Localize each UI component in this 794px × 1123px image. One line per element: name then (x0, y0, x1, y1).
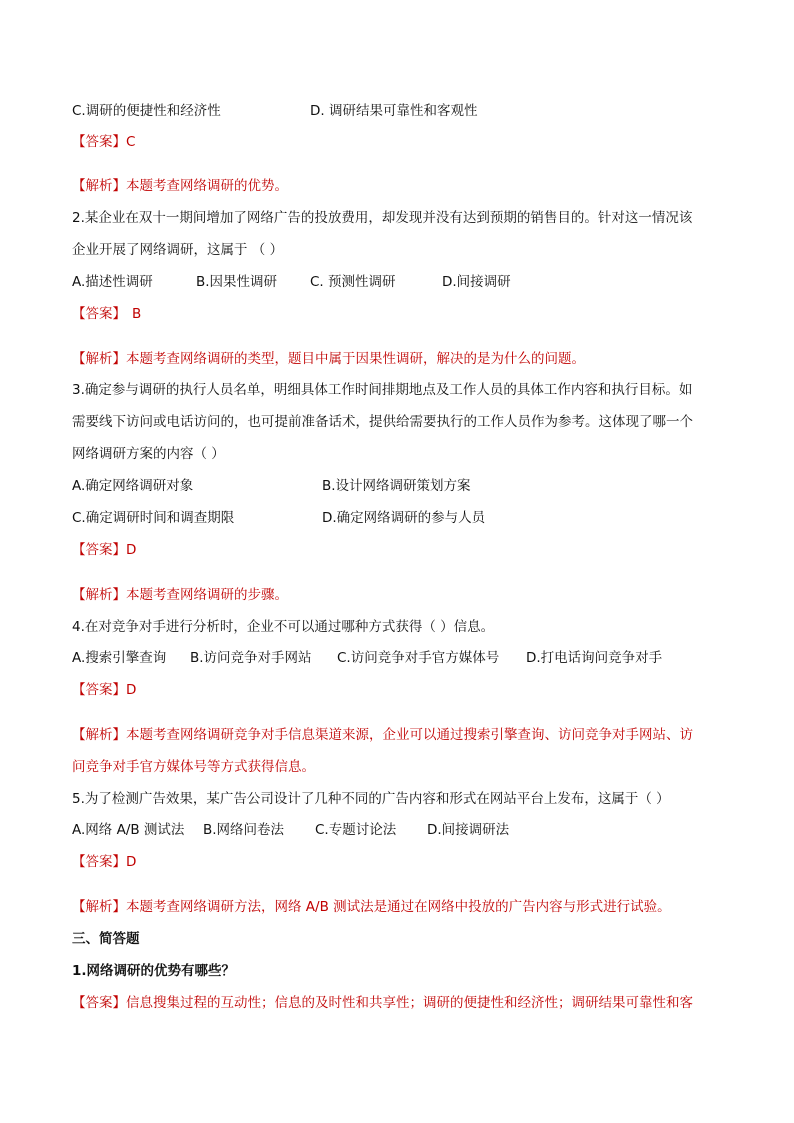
analysis-text: 本题考查网络调研的优势。 (126, 178, 288, 194)
answer-value: D (126, 682, 137, 698)
option-c: C.专题讨论法 (315, 822, 397, 838)
option-a: A.网络 A/B 测试法 (72, 822, 185, 838)
analysis-label: 【解析】 (72, 727, 126, 743)
answer-line (72, 132, 135, 152)
answer-value: D (126, 854, 137, 870)
option-a: A.搜索引擎查询 (72, 650, 167, 666)
analysis-label: 【解析】 (72, 587, 126, 603)
answer-line (72, 540, 136, 560)
question-stem: 1.网络调研的优势有哪些？ (72, 963, 236, 979)
option-d: D.间接调研 (442, 274, 511, 290)
option-c: C.调研的便捷性和经济性 (72, 103, 221, 119)
analysis-label: 【解析】 (72, 899, 126, 915)
analysis-text: 本题考查网络调研的步骤。 (126, 587, 288, 603)
question-stem: 4.在对竞争对手进行分析时，企业不可以通过哪种方式获得（ ）信息。 (72, 619, 495, 635)
analysis-line (72, 349, 585, 369)
analysis-text: 本题考查网络调研的类型，题目中属于因果性调研，解决的是为什么的问题。 (126, 351, 585, 367)
analysis-line (72, 176, 288, 196)
question-stem: 需要线下访问或电话访问的，也可提前准备话术，提供给需要执行的工作人员作为参考。这体现了哪一个 (72, 414, 693, 430)
answer-label: 【答案】 (72, 542, 126, 558)
option-c: C.访问竞争对手官方媒体号 (337, 650, 500, 666)
answer-value: B (132, 306, 142, 322)
answer-line (72, 680, 136, 700)
option-b: B.因果性调研 (196, 274, 278, 290)
section-heading: 三、简答题 (72, 931, 140, 947)
question-stem: 2.某企业在双十一期间增加了网络广告的投放费用，却发现并没有达到预期的销售目的。针对这一情况该 (72, 210, 693, 226)
option-d: D.确定网络调研的参与人员 (322, 510, 486, 526)
option-a: A.描述性调研 (72, 274, 153, 290)
analysis-text: 本题考查网络调研竞争对手信息渠道来源，企业可以通过搜索引擎查询、访问竞争对手网站、访 (126, 727, 693, 743)
option-c: C.确定调研时间和调查期限 (72, 510, 235, 526)
option-b: B.设计网络调研策划方案 (322, 478, 471, 494)
analysis-line (72, 897, 671, 917)
analysis-text: 本题考查网络调研方法，网络 A/B 测试法是通过在网络中投放的广告内容与形式进行试验。 (126, 899, 671, 915)
option-d: D.打电话询问竞争对手 (526, 650, 663, 666)
answer-label: 【答案】 (72, 306, 126, 322)
answer-value: D (126, 542, 137, 558)
option-b: B.网络问卷法 (203, 822, 285, 838)
question-stem: 网络调研方案的内容（ ） (72, 446, 225, 462)
answer-label: 【答案】 (72, 134, 126, 150)
analysis-line (72, 585, 288, 605)
answer-label: 【答案】 (72, 854, 126, 870)
option-c: C. 预测性调研 (310, 274, 396, 290)
answer-line (72, 993, 693, 1013)
analysis-label: 【解析】 (72, 351, 126, 367)
answer-text: 信息搜集过程的互动性；信息的及时性和共享性；调研的便捷性和经济性；调研结果可靠性和客 (126, 995, 693, 1011)
answer-line (72, 852, 136, 872)
analysis-label: 【解析】 (72, 178, 126, 194)
option-d: D.间接调研法 (427, 822, 510, 838)
option-a: A.确定网络调研对象 (72, 478, 194, 494)
question-stem: 企业开展了网络调研，这属于 （ ） (72, 242, 284, 258)
answer-label: 【答案】 (72, 995, 126, 1011)
analysis-line (72, 725, 693, 745)
option-b: B.访问竞争对手网站 (190, 650, 312, 666)
answer-value: C (126, 134, 136, 150)
answer-line (72, 304, 141, 324)
question-stem: 3.确定参与调研的执行人员名单，明细具体工作时间排期地点及工作人员的具体工作内容和执行目标。如 (72, 382, 693, 398)
option-d: D. 调研结果可靠性和客观性 (310, 103, 478, 119)
analysis-text-cont: 问竞争对手官方媒体号等方式获得信息。 (72, 759, 315, 775)
answer-label: 【答案】 (72, 682, 126, 698)
question-stem: 5.为了检测广告效果，某广告公司设计了几种不同的广告内容和形式在网站平台上发布，这属于（ ） (72, 791, 670, 807)
